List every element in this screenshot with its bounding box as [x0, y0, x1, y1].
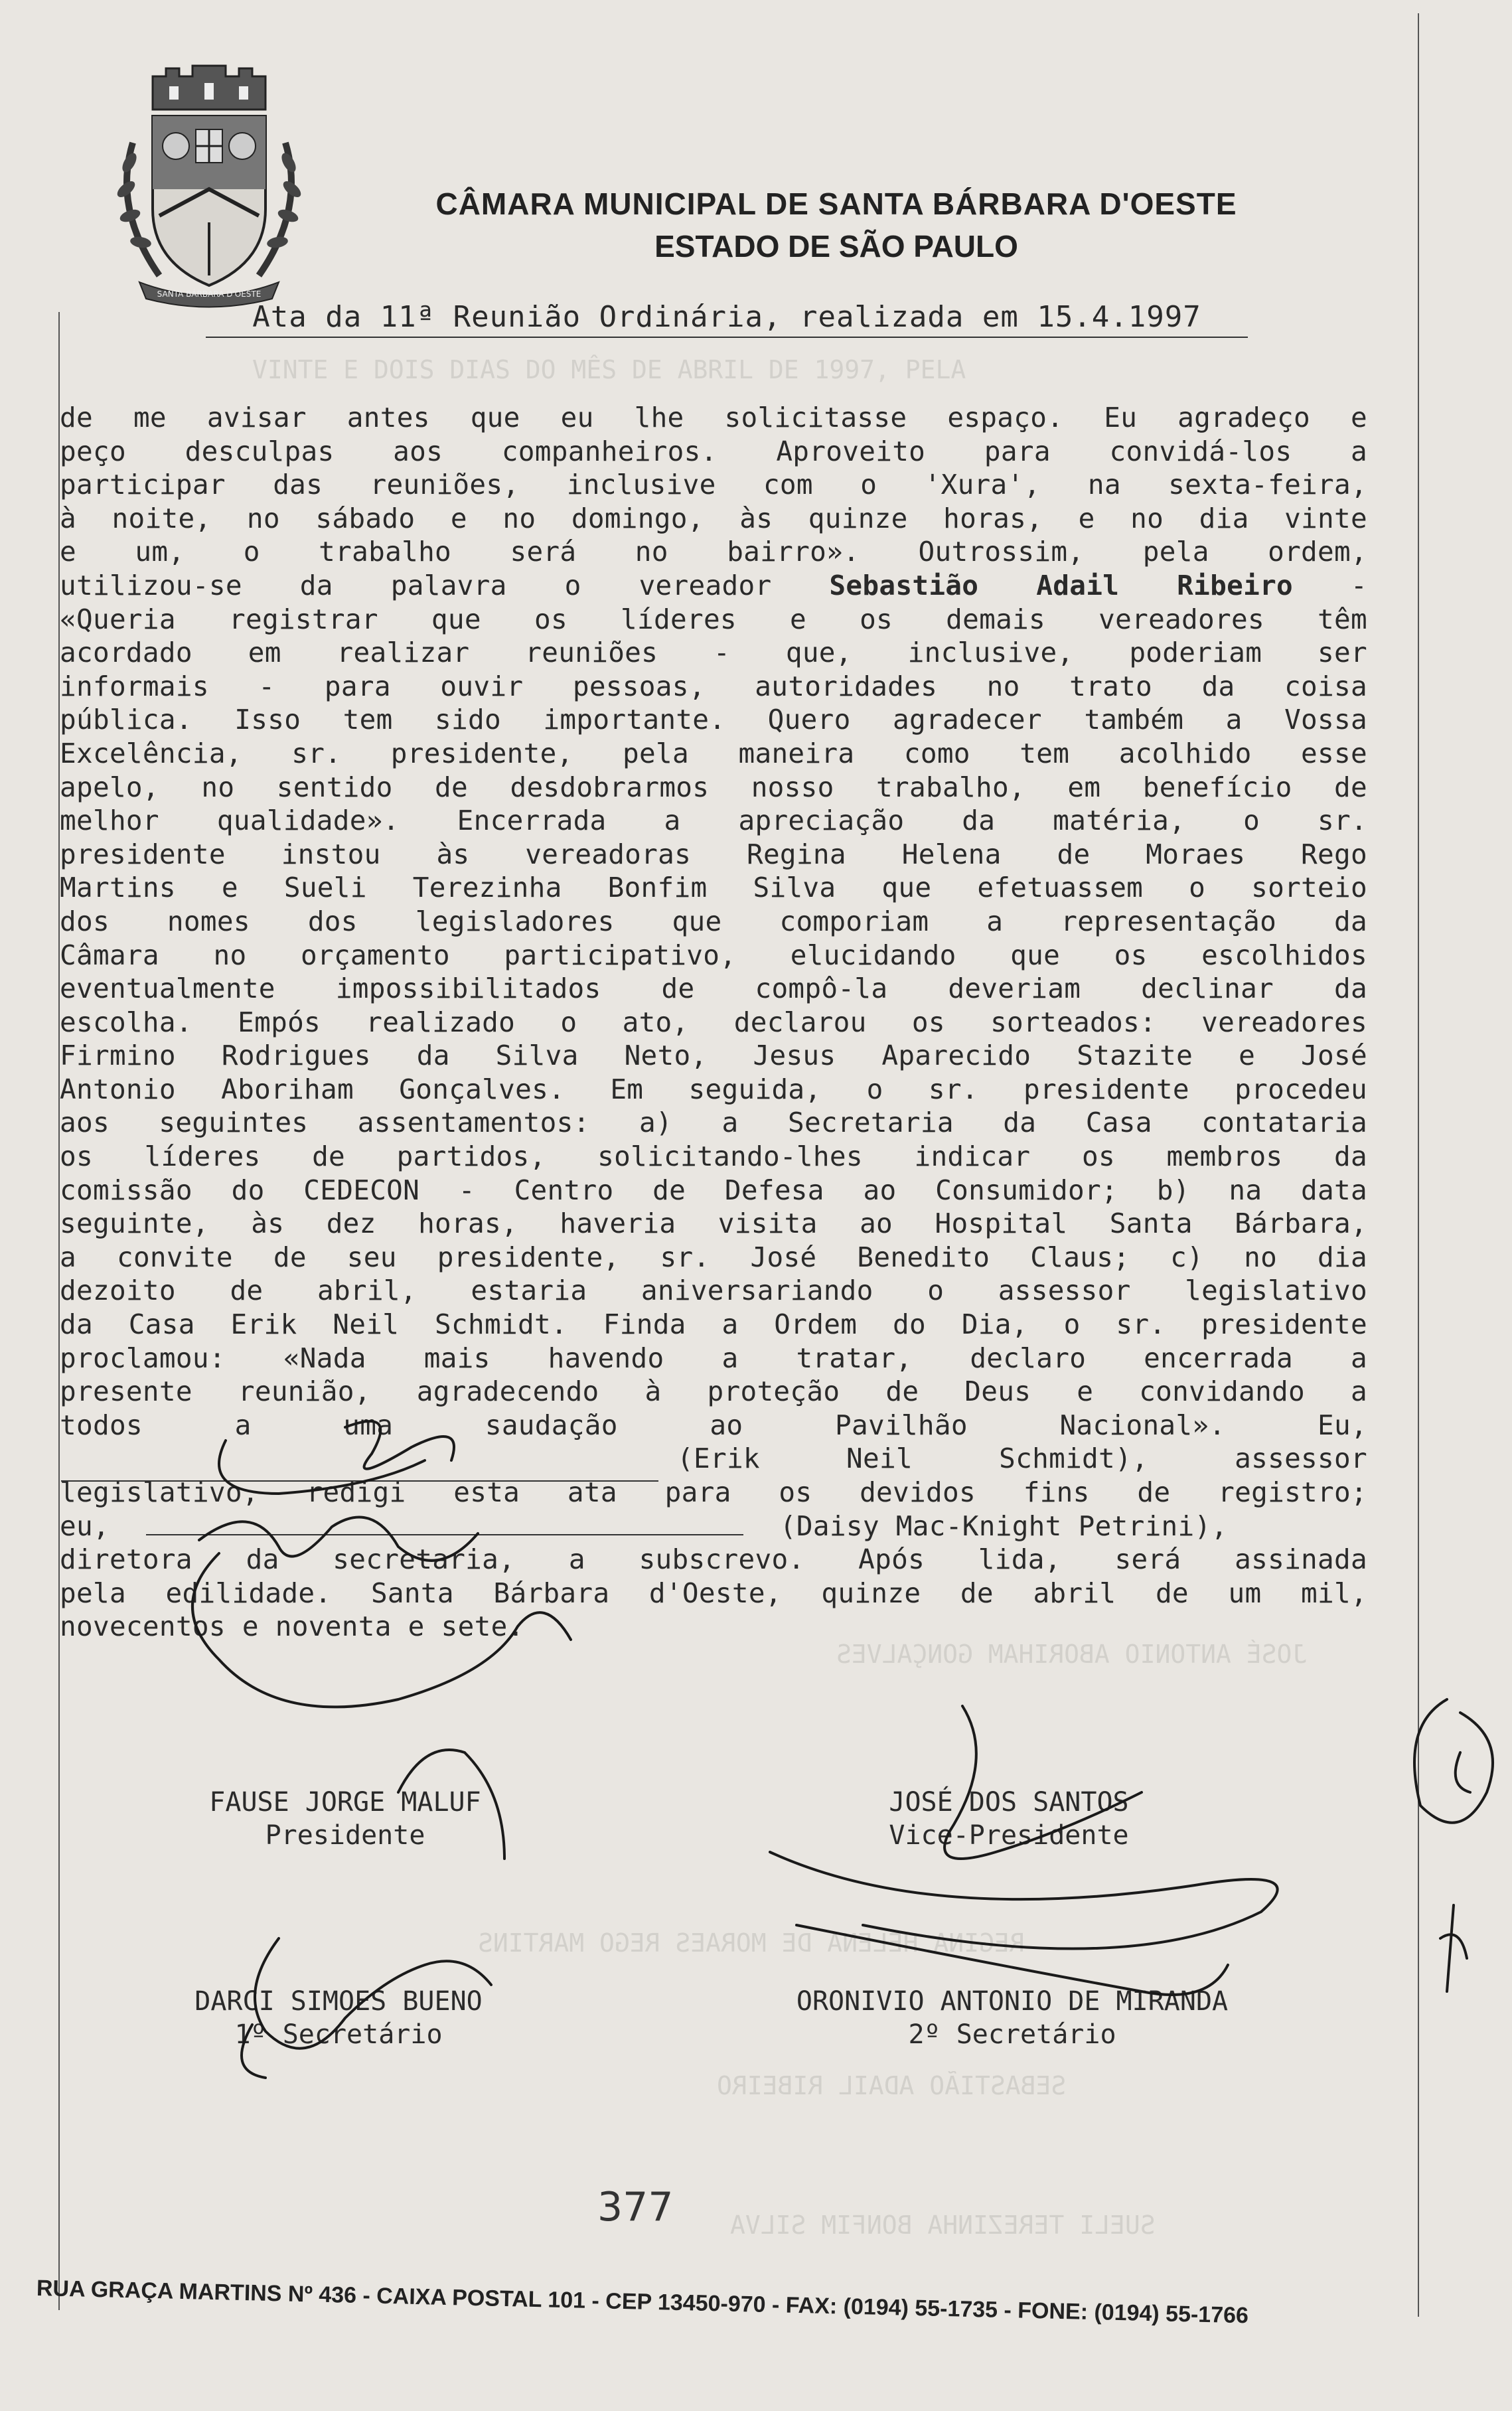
text-span: (Daisy Mac-Knight Petrini),: [779, 1510, 1228, 1542]
text-line: [60, 569, 1367, 603]
text-line: Martins e Sueli Terezinha Bonfim Silva que efetuassem o sorteio: [60, 872, 1367, 904]
text-line: peço desculpas aos companheiros. Aproveito para convidá-los a: [60, 435, 1367, 467]
institution-header: [372, 186, 1301, 264]
text-span: eu,: [60, 1510, 110, 1542]
text-line: diretora da secretaria, a subscrevo. Após lida, será assinada: [60, 1543, 1367, 1576]
signatory-name: ORONIVIO ANTONIO DE MIRANDA: [796, 1986, 1229, 2017]
signature-underline: [61, 1480, 658, 1482]
bleed-through-line: VINTE E DOIS DIAS DO MÊS DE ABRIL DE 1997, PELA: [252, 355, 966, 384]
signature-stroke: [1440, 1905, 1467, 1991]
text-line: acordado em realizar reuniões - que, inclusive, poderiam ser: [60, 637, 1367, 669]
text-line: legislativo, redigi esta ata para os devidos fins de registro;: [60, 1476, 1367, 1508]
signature-block-president: [159, 1786, 531, 1852]
institution-name: CÂMARA MUNICIPAL DE SANTA BÁRBARA D'OESTE: [435, 187, 1237, 221]
signature-block-vice-president: [803, 1786, 1215, 1852]
speaker-name: Sebastião Adail Ribeiro: [829, 569, 1294, 601]
bleed-through-line: SUELI TEREZINHA BONFIM SILVA: [730, 2211, 1156, 2240]
text-span: utilizou-se da palavra o vereador: [60, 569, 772, 601]
signature-stroke: [1456, 1752, 1470, 1792]
page-number: 377: [597, 2184, 674, 2230]
text-line: melhor qualidade». Encerrada a apreciação da matéria, o sr.: [60, 805, 1367, 837]
text-line: comissão do CEDECON - Centro de Defesa ao Consumidor; b) na data: [60, 1174, 1367, 1206]
right-margin-rule: [1418, 13, 1419, 2317]
text-line: escolha. Empós realizado o ato, declarou os sorteados: vereadores: [60, 1006, 1367, 1038]
text-line: «Queria registrar que os líderes e os demais vereadores têm: [60, 603, 1367, 635]
signature-stroke: [1414, 1699, 1493, 1823]
seal-ribbon-text: SANTA BÁRBARA D'OESTE: [157, 289, 262, 299]
text-line: dezoito de abril, estaria aniversariando o assessor legislativo: [60, 1275, 1367, 1307]
text-line: a convite de seu presidente, sr. José Benedito Claus; c) no dia: [60, 1241, 1367, 1273]
text-line: e um, o trabalho será no bairro». Outrossim, pela ordem,: [60, 536, 1367, 568]
coat-of-arms-icon: [106, 63, 312, 309]
text-line: os líderes de partidos, solicitando-lhes indicar os membros da: [60, 1140, 1367, 1173]
signature-block-first-secretary: [133, 1985, 544, 2051]
text-line: eventualmente impossibilitados de compô-la deveriam declinar da: [60, 972, 1367, 1005]
text-line: da Casa Erik Neil Schmidt. Finda a Ordem do Dia, o sr. presidente: [60, 1308, 1367, 1341]
minutes-body: [60, 401, 1367, 1644]
signature-underline: [146, 1534, 743, 1535]
text-line: à noite, no sábado e no domingo, às quinze horas, e no dia vinte: [60, 502, 1367, 534]
text-line: participar das reuniões, inclusive com o 'Xura', na sexta-feira,: [60, 469, 1367, 501]
text-line: novecentos e noventa e sete.: [60, 1610, 524, 1643]
signatory-role: Vice-Presidente: [889, 1820, 1129, 1851]
text-line: de me avisar antes que eu lhe solicitasse espaço. Eu agradeço e: [60, 402, 1367, 433]
bleed-through-line: JOSÉ ANTONIO ABORIHAM GONÇALVES: [836, 1640, 1308, 1669]
text-line: pela edilidade. Santa Bárbara d'Oeste, quinze de abril de um mil,: [60, 1577, 1367, 1609]
text-line: aos seguintes assentamentos: a) a Secretaria da Casa contataria: [60, 1107, 1367, 1139]
text-line: Excelência, sr. presidente, pela maneira como tem acolhido esse: [60, 737, 1367, 769]
signatory-role: 1º Secretário: [234, 2019, 443, 2050]
text-line: informais - para ouvir pessoas, autoridades no trato da coisa: [60, 670, 1367, 702]
state-name: ESTADO DE SÃO PAULO: [654, 229, 1018, 264]
text-line: dos nomes dos legisladores que comporiam a representação da: [60, 905, 1367, 937]
bleed-through-line: SEBASTIÃO ADAIL RIBEIRO: [717, 2071, 1067, 2100]
text-line: seguinte, às dez horas, haveria visita ao Hospital Santa Bárbara,: [60, 1207, 1367, 1240]
signatory-name: FAUSE JORGE MALUF: [209, 1787, 481, 1818]
text-line: Antonio Aboriham Gonçalves. Em seguida, o sr. presidente procedeu: [60, 1073, 1367, 1105]
text-line: Firmino Rodrigues da Silva Neto, Jesus Aparecido Stazite e José: [60, 1040, 1367, 1072]
footer-address: RUA GRAÇA MARTINS Nº 436 - CAIXA POSTAL 101 - CEP 13450-970 - FAX: (0194) 55-1735 - FONE: (0194) 55-1766: [36, 2276, 1249, 2329]
text-line: presente reunião, agradecendo à proteção de Deus e convidando a: [60, 1375, 1367, 1408]
bleed-through-line: REGINA HELENA DE MORAES REGO MARTINS: [478, 1928, 1025, 1958]
document-title: Ata da 11ª Reunião Ordinária, realizada em 15.4.1997: [206, 300, 1248, 338]
text-span: -: [1351, 569, 1368, 601]
text-line: apelo, no sentido de desdobrarmos nosso trabalho, em benefício de: [60, 771, 1367, 803]
text-line: [60, 1442, 1367, 1476]
text-line: proclamou: «Nada mais havendo a tratar, declaro encerrada a: [60, 1342, 1367, 1374]
signatory-name: DARCI SIMOES BUENO: [194, 1986, 483, 2017]
text-line: presidente instou às vereadoras Regina Helena de Moraes Rego: [60, 838, 1367, 870]
text-line: [60, 1510, 1367, 1543]
signatory-role: 2º Secretário: [908, 2019, 1116, 2050]
text-line: Câmara no orçamento participativo, elucidando que os escolhidos: [60, 939, 1367, 971]
signatory-role: Presidente: [265, 1820, 425, 1851]
text-line: todos a uma saudação ao Pavilhão Nacional». Eu,: [60, 1409, 1367, 1441]
text-line: pública. Isso tem sido importante. Quero agradecer também a Vossa: [60, 704, 1367, 736]
text-span: (Erik Neil Schmidt), assessor: [677, 1442, 1367, 1475]
signatory-name: JOSÉ DOS SANTOS: [889, 1787, 1129, 1818]
signature-block-second-secretary: [730, 1985, 1294, 2051]
